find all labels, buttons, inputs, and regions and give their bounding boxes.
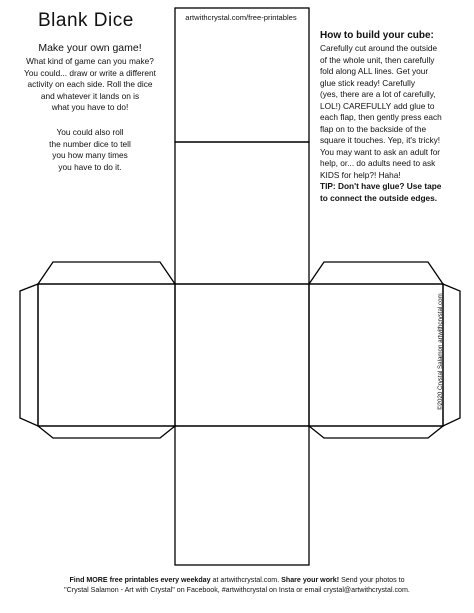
flap-left-outer <box>20 284 38 426</box>
footer-end: Send your photos to <box>339 576 405 584</box>
intro-line: You could... draw or write a different <box>24 67 156 78</box>
instruction-line: Carefully cut around the outside <box>320 43 438 53</box>
intro-line: and whatever it lands on is <box>40 90 140 101</box>
flap-right-top <box>309 262 443 284</box>
face-left <box>38 284 175 426</box>
intro-line: you how many times <box>52 150 128 161</box>
instructions <box>320 29 472 204</box>
footer-line-2: "Crystal Salamon - Art with Crystal" on Facebook, #artwithcrystal on Insta or email crystal@artwithcrystal.com. <box>64 586 410 594</box>
flap-right-bottom <box>309 426 443 438</box>
instruction-line: each flap, then gently press each <box>320 112 442 122</box>
instruction-line: KIDS for help?! Haha! <box>320 169 401 180</box>
instruction-line: (yes, there are a lot of carefully, <box>320 89 436 99</box>
flap-left-bottom <box>38 426 175 438</box>
tip-line: to connect the outside edges. <box>320 192 438 203</box>
intro-line: the number dice to tell <box>49 138 131 149</box>
footer-mid: at artwithcrystal.com. <box>210 576 282 584</box>
face-center <box>175 284 309 426</box>
intro-text <box>8 42 172 173</box>
instruction-line: You may want to ask an adult for <box>320 146 441 157</box>
instruction-line: square it touches. Yep, it's tricky! <box>320 135 441 145</box>
intro-line: activity on each side. Roll the dice <box>27 79 153 90</box>
instruction-line: glue stick ready! Carefully <box>320 77 415 88</box>
intro-line: You could also roll <box>56 126 124 137</box>
flap-left-top <box>38 262 175 284</box>
intro-heading: Make your own game! <box>38 42 142 54</box>
tip-line: TIP: Don't have glue? Use tape <box>320 181 442 191</box>
face-top <box>175 8 309 142</box>
intro-line: you have to do it. <box>58 161 122 172</box>
footer-bold-a: Find MORE free printables every weekday <box>69 576 211 584</box>
face-right <box>309 284 443 426</box>
instruction-line: help, or... do adults need to ask <box>320 158 436 168</box>
footer-bold-b: Share your work! <box>281 576 340 584</box>
flap-right-outer <box>443 284 460 426</box>
footer <box>0 575 474 595</box>
face-upper <box>175 142 309 284</box>
instruction-line: LOL!) CAREFULLY add glue to <box>320 100 435 111</box>
footer-line-1 <box>0 575 474 585</box>
face-bottom <box>175 426 309 565</box>
top-face-url: artwithcrystal.com/free-printables <box>185 13 297 22</box>
page-title: Blank Dice <box>38 10 134 31</box>
instruction-line: flap on to the backside of the <box>320 123 427 134</box>
intro-line: what you have to do! <box>51 102 129 113</box>
instructions-heading: How to build your cube: <box>320 30 434 41</box>
instruction-line: fold along ALL lines. Get your <box>320 66 429 76</box>
instruction-line: of the whole unit, then carefully <box>320 54 435 65</box>
copyright-text: ©2020 Crystal Salamon artwithcrystal.com <box>437 293 444 410</box>
intro-line: What kind of game can you make? <box>26 56 154 66</box>
